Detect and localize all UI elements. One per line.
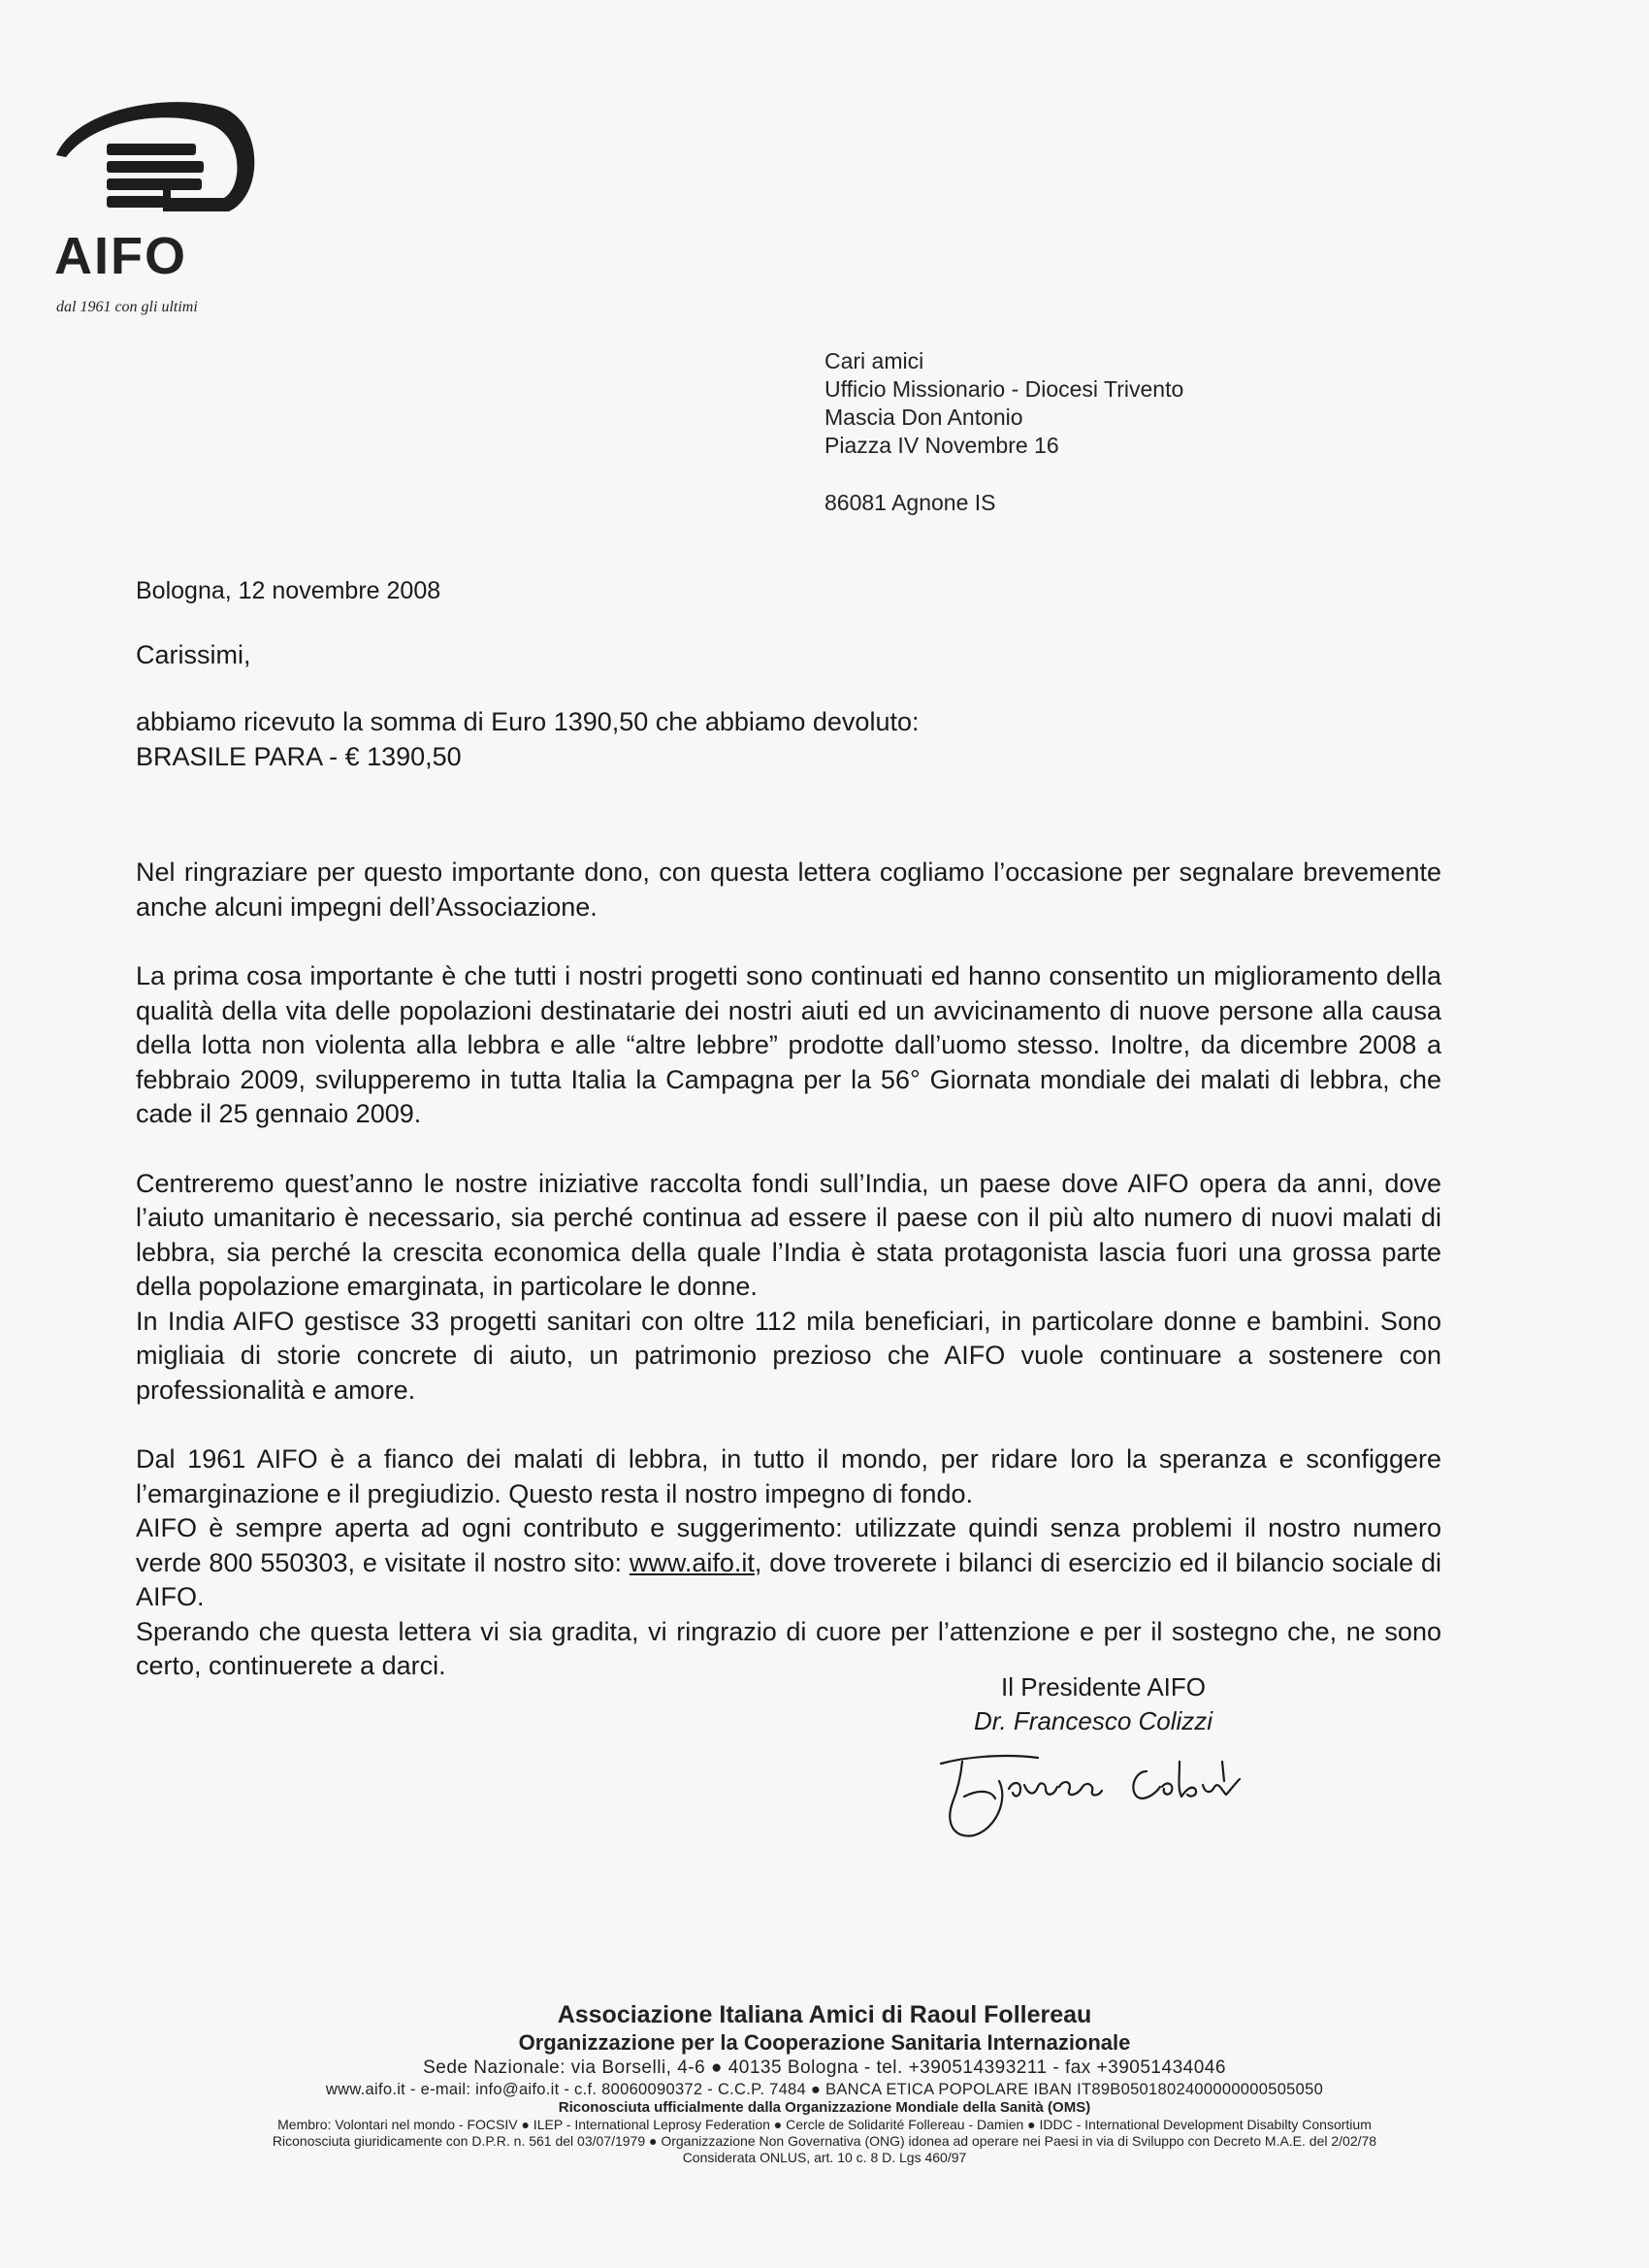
logo-tagline: dal 1961 con gli ultimi [56,299,198,315]
paragraph-text: , dove troverete i bilanci di esercizio ed il bilancio sociale di AIFO. [136,1547,1441,1611]
website-link[interactable]: www.aifo.it [629,1547,755,1577]
letter-paragraph: Sperando che questa lettera vi sia gradita, vi ringrazio di cuore per l’attenzione e per il sostegno che, ne sono certo, continuerete a darci. [136,1616,1441,1680]
letter-paragraph: La prima cosa importante è che tutti i nostri progetti sono continuati ed hanno consentito un miglioramento della qualità della vita delle popolazioni destinatarie dei nostri aiuti ed un avvicinamento di nuove persone alla causa della lotta non violenta alla lebbra e alle “altre lebbre” prodotte dall’uomo stesso. Inoltre, da dicembre 2008 a febbraio 2009, svilupperemo in tutta Italia la Campagna per la 56° Giornata mondiale dei malati di lebbra, che cade il 25 gennaio 2009. [136,961,1441,1128]
signoff-block [974,1670,1213,1738]
logo-wordmark: AIFO [54,227,187,285]
recipient-line: Ufficio Missionario - Diocesi Trivento [824,376,1184,402]
letter-paragraph [136,1511,1441,1615]
recipient-line: Mascia Don Antonio [824,405,1023,430]
handwritten-signature [931,1742,1251,1849]
letter-body [136,574,1441,1684]
footer-membership: Membro: Volontari nel mondo - FOCSIV ● ILEP - International Leprosy Federation ● Cercle de Solidarité Follereau - Damien ● IDDC - International Development Disabilty Consortium [277,2117,1372,2132]
letter-date: Bologna, 12 novembre 2008 [136,577,441,604]
signer-name: Dr. Francesco Colizzi [974,1706,1213,1735]
footer-recognition: Riconosciuta ufficialmente dalla Organizzazione Mondiale della Sanità (OMS) [558,2099,1091,2116]
signer-title: Il Presidente AIFO [1001,1672,1206,1701]
footer-org-name: Associazione Italiana Amici di Raoul Follereau [557,2001,1092,2028]
letter-paragraph: In India AIFO gestisce 33 progetti sanitari con oltre 112 mila beneficiari, in particolare donne e bambini. Sono migliaia di storie concrete di aiuto, un patrimonio prezioso che AIFO vuole continuare a sostenere con professionalità e amore. [136,1306,1441,1405]
donation-line: abbiamo ricevuto la somma di Euro 1390,50 che abbiamo devoluto: [136,707,920,736]
footer-address: Sede Nazionale: via Borselli, 4-6 ● 40135 Bologna - tel. +390514393211 - fax +39051434046 [423,2057,1226,2078]
recipient-line: 86081 Agnone IS [824,490,996,515]
recipient-address [824,347,1183,517]
letter-footer [87,2000,1562,2166]
recipient-line: Piazza IV Novembre 16 [824,433,1059,458]
letter-salutation: Carissimi, [136,639,251,669]
paragraph-text: AIFO è sempre aperta ad ogni contributo e suggerimento: utilizzate quindi senza problemi il nostro numero verde 800 550303, e visitate il nostro sito: [136,1513,1441,1577]
footer-onlus: Considerata ONLUS, art. 10 c. 8 D. Lgs 460/97 [682,2150,967,2165]
footer-legal: Riconosciuta giuridicamente con D.P.R. n. 561 del 03/07/1979 ● Organizzazione Non Governativa (ONG) idonea ad operare nei Paesi in via di Sviluppo con Decreto M.A.E. del 2/02/78 [272,2133,1377,2149]
letter-paragraph: Dal 1961 AIFO è a fianco dei malati di lebbra, in tutto il mondo, per ridare loro la speranza e sconfiggere l’emarginazione e il pregiudizio. Questo resta il nostro impegno di fondo. [136,1444,1441,1508]
footer-org-subtitle: Organizzazione per la Cooperazione Sanitaria Internazionale [518,2030,1131,2055]
hand-icon [54,97,258,223]
recipient-line: Cari amici [824,348,924,373]
footer-contacts: www.aifo.it - e-mail: info@aifo.it - c.f. 80060090372 - C.C.P. 7484 ● BANCA ETICA POPOLARE IBAN IT89B0501802400000000505050 [325,2081,1324,2098]
donation-summary [136,705,1441,774]
letter-paragraph: Centreremo quest’anno le nostre iniziative raccolta fondi sull’India, un paese dove AIFO opera da anni, dove l’aiuto umanitario è necessario, sia perché continua ad essere il paese con il più alto numero di nuovi malati di lebbra, sia perché la crescita economica della quale l’India è stata protagonista lascia fuori una grossa parte della popolazione emarginata, in particolare le donne. [136,1168,1441,1301]
donation-line: BRASILE PARA - € 1390,50 [136,741,462,771]
letter-paragraph: Nel ringraziare per questo importante dono, con questa lettera cogliamo l’occasione per segnalare brevemente anche alcuni impegni dell’Associazione. [136,858,1441,922]
